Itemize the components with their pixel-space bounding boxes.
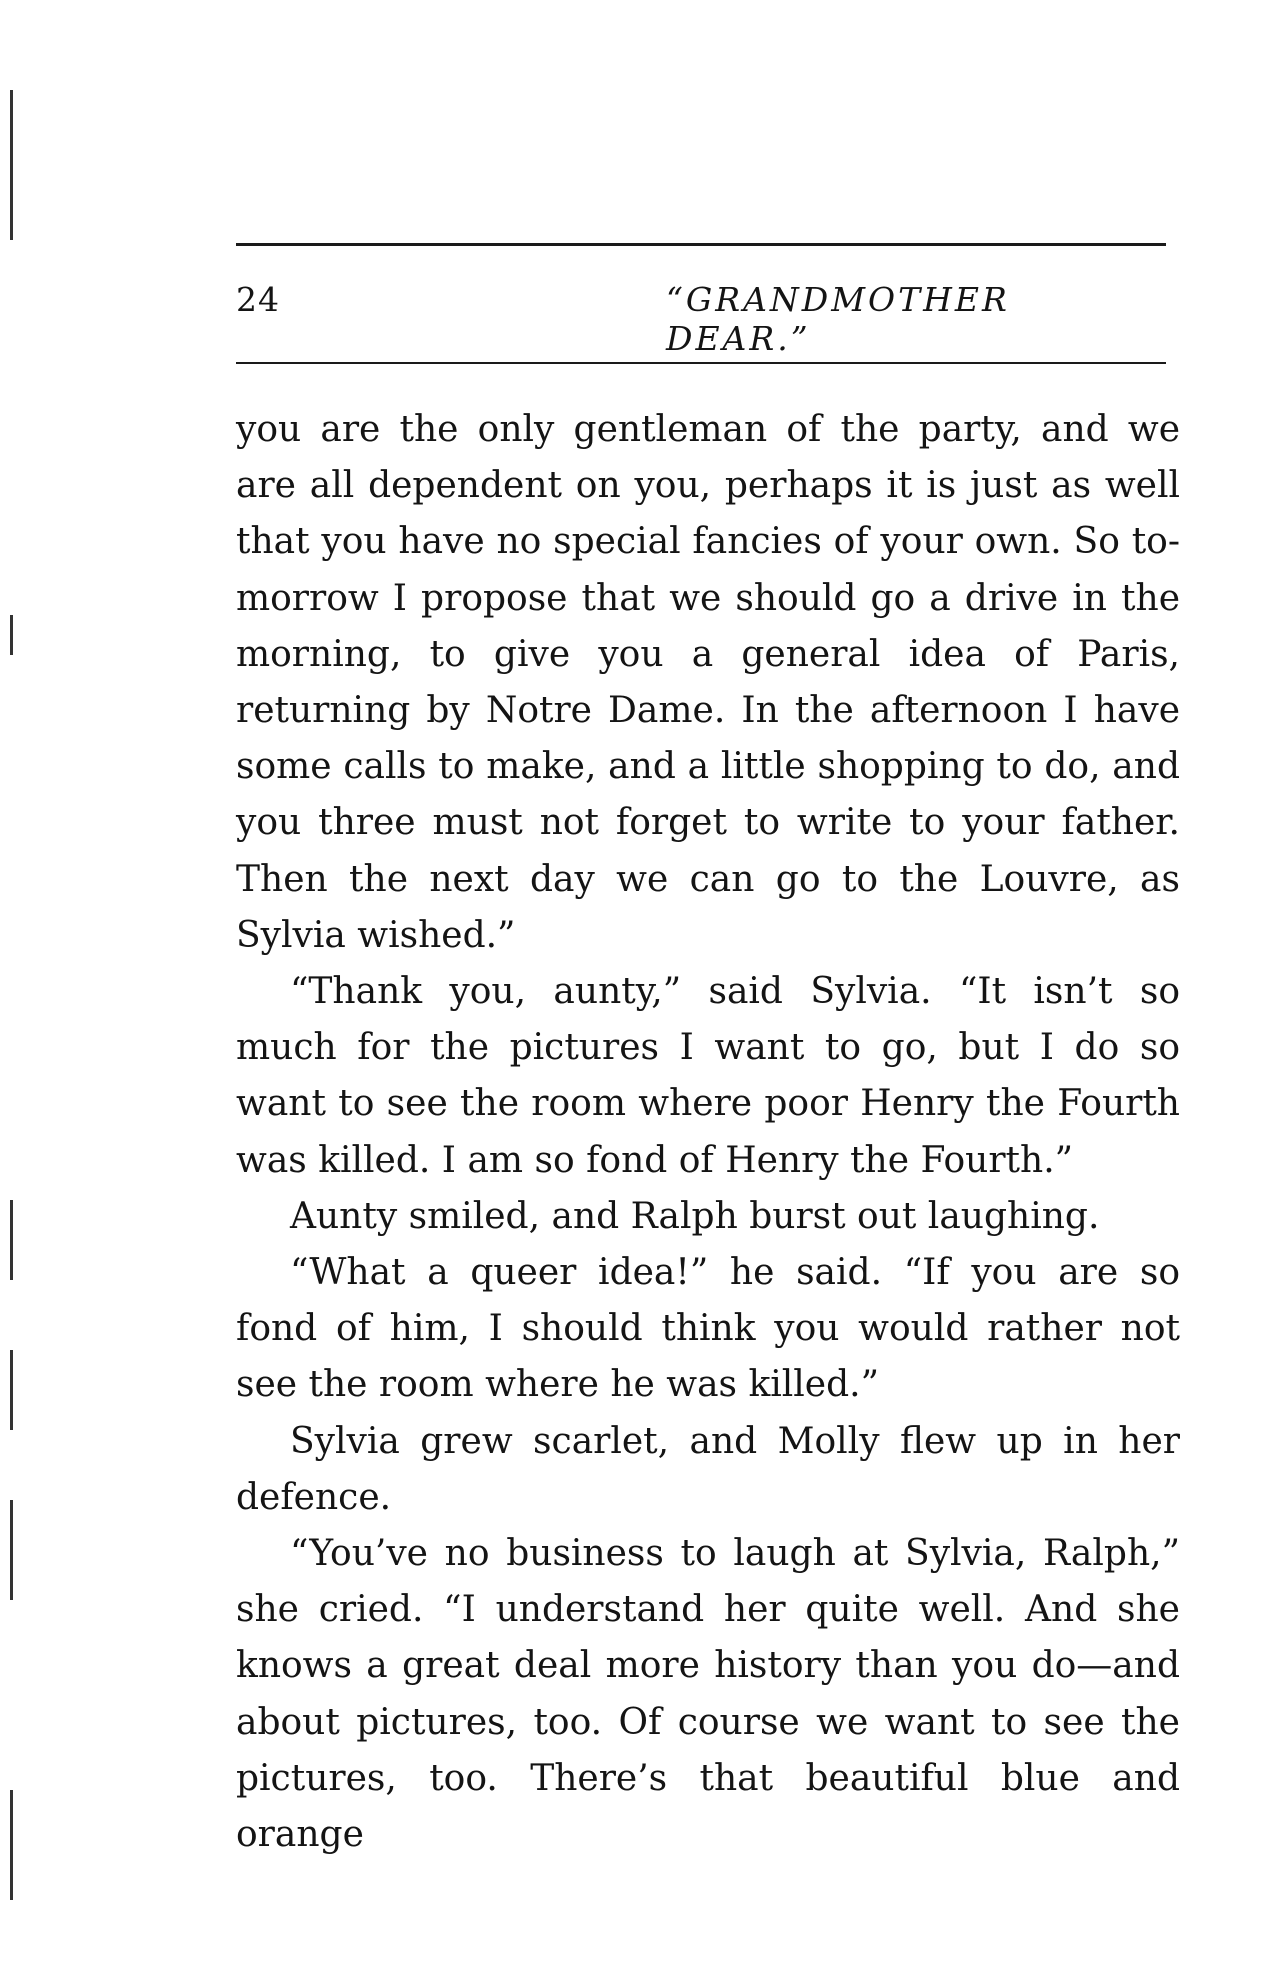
scan-margin-mark	[10, 1790, 13, 1900]
paragraph-1: you are the only gentleman of the party, and we are all dependent on you, perhaps it is just as well that you have no special fancies of your own. So to-morrow I propose that we should go a drive in the morning, to give you a general idea of Paris, returning by Notre Dame. In the afternoon I have some calls to make, and a little shopping to do, and you three must not forget to write to your father. Then the next day we can go to the Louvre, as Sylvia wished.”	[236, 409, 1180, 956]
header-top-rule	[236, 243, 1166, 246]
paragraph-5: Sylvia grew scarlet, and Molly flew up in her defence.	[236, 1420, 1180, 1518]
scan-margin-mark	[10, 615, 13, 655]
page-header	[236, 280, 1166, 358]
paragraph-3: Aunty smiled, and Ralph burst out laughing.	[290, 1195, 1100, 1237]
running-head-title: “GRANDMOTHER DEAR.”	[666, 280, 1010, 358]
page-body-text	[236, 402, 1180, 1863]
paragraph-2: “Thank you, aunty,” said Sylvia. “It isn’t so much for the pictures I want to go, but I do so want to see the room where poor Henry the Fourth was killed. I am so fond of Henry the Fourth.”	[236, 971, 1180, 1181]
page-number: 24	[236, 280, 280, 319]
header-bottom-rule	[236, 362, 1166, 364]
scan-margin-mark	[10, 1350, 13, 1430]
scan-margin-mark	[10, 1500, 13, 1600]
scan-margin-mark	[10, 1200, 13, 1280]
scan-margin-mark	[10, 90, 13, 240]
paragraph-4: “What a queer idea!” he said. “If you are so fond of him, I should think you would rather not see the room where he was killed.”	[236, 1252, 1180, 1406]
paragraph-6: “You’ve no business to laugh at Sylvia, Ralph,” she cried. “I understand her quite well. And she knows a great deal more history than you do—and about pictures, too. Of course we want to see the pictures, too. There’s that beautiful blue and orange	[236, 1533, 1180, 1856]
